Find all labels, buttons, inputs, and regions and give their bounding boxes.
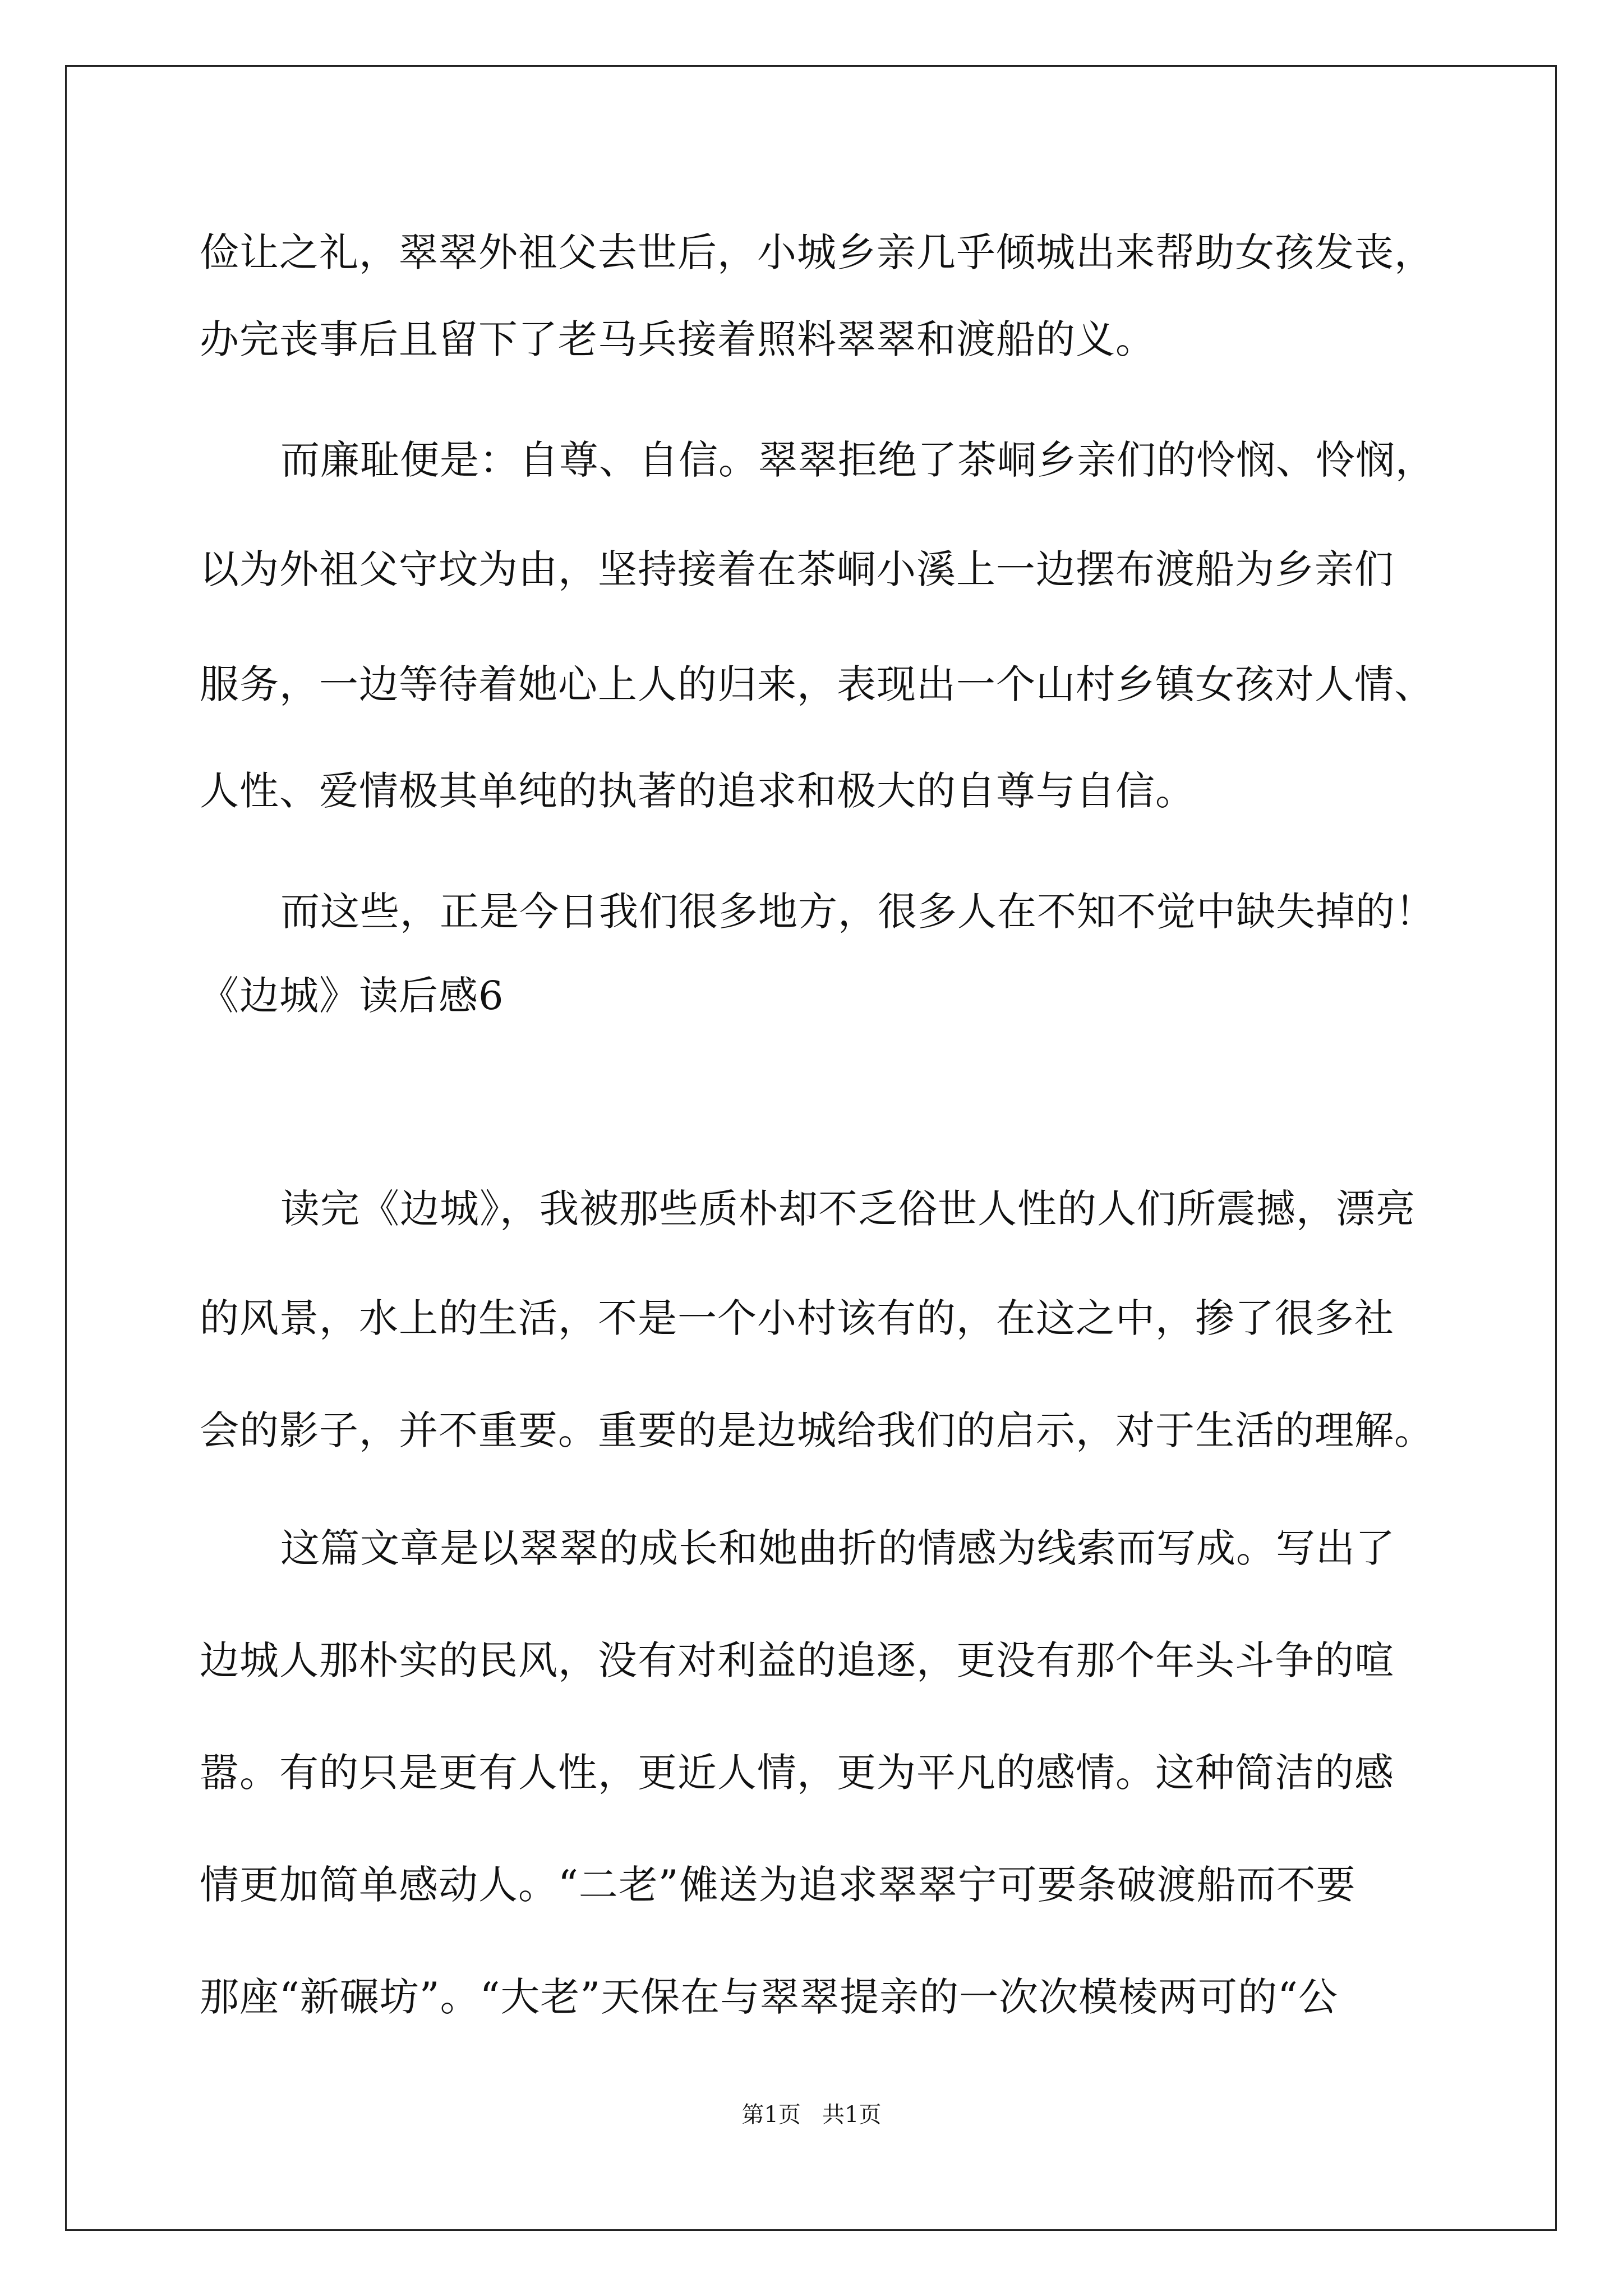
paragraph-line: 人性、爱情极其单纯的执著的追求和极大的自尊与自信。 xyxy=(200,768,1195,814)
paragraph-line: 办完丧事后且留下了老马兵接着照料翠翠和渡船的义。 xyxy=(200,316,1155,362)
paragraph-line: 边城人那朴实的民风，没有对利益的追逐，更没有那个年头斗争的喧 xyxy=(200,1637,1394,1683)
paragraph-line: 而廉耻便是：自尊、自信。翠翠拒绝了茶峒乡亲们的怜悯、怜悯， xyxy=(280,437,1435,483)
paragraph-line: 嚣。有的只是更有人性，更近人情，更为平凡的感情。这种简洁的感 xyxy=(200,1750,1394,1796)
paragraph-line: 俭让之礼，翠翠外祖父去世后，小城乡亲几乎倾城出来帮助女孩发丧， xyxy=(200,229,1434,275)
paragraph-line: 这篇文章是以翠翠的成长和她曲折的情感为线索而写成。写出了 xyxy=(280,1525,1395,1571)
page-footer: 第1页 共1页 xyxy=(741,2102,882,2128)
paragraph-line: 服务，一边等待着她心上人的归来，表现出一个山村乡镇女孩对人情、 xyxy=(200,661,1434,707)
paragraph-line: 那座“新碾坊”。“大老”天保在与翠翠提亲的一次次模棱两可的“公 xyxy=(200,1974,1338,2020)
section-heading: 《边城》读后感6 xyxy=(200,973,504,1019)
paragraph-line: 以为外祖父守坟为由，坚持接着在茶峒小溪上一边摆布渡船为乡亲们 xyxy=(200,546,1394,592)
paragraph-line: 情更加简单感动人。“二老”傩送为追求翠翠宁可要条破渡船而不要 xyxy=(200,1862,1356,1908)
paragraph-line: 而这些，正是今日我们很多地方，很多人在不知不觉中缺失掉的！ xyxy=(280,889,1435,935)
paragraph-line: 会的影子，并不重要。重要的是边城给我们的启示，对于生活的理解。 xyxy=(200,1407,1434,1453)
paragraph-line: 的风景，水上的生活，不是一个小村该有的，在这之中，掺了很多社 xyxy=(200,1295,1394,1341)
paragraph-line: 读完《边城》，我被那些质朴却不乏俗世人性的人们所震撼，漂亮 xyxy=(280,1186,1415,1232)
